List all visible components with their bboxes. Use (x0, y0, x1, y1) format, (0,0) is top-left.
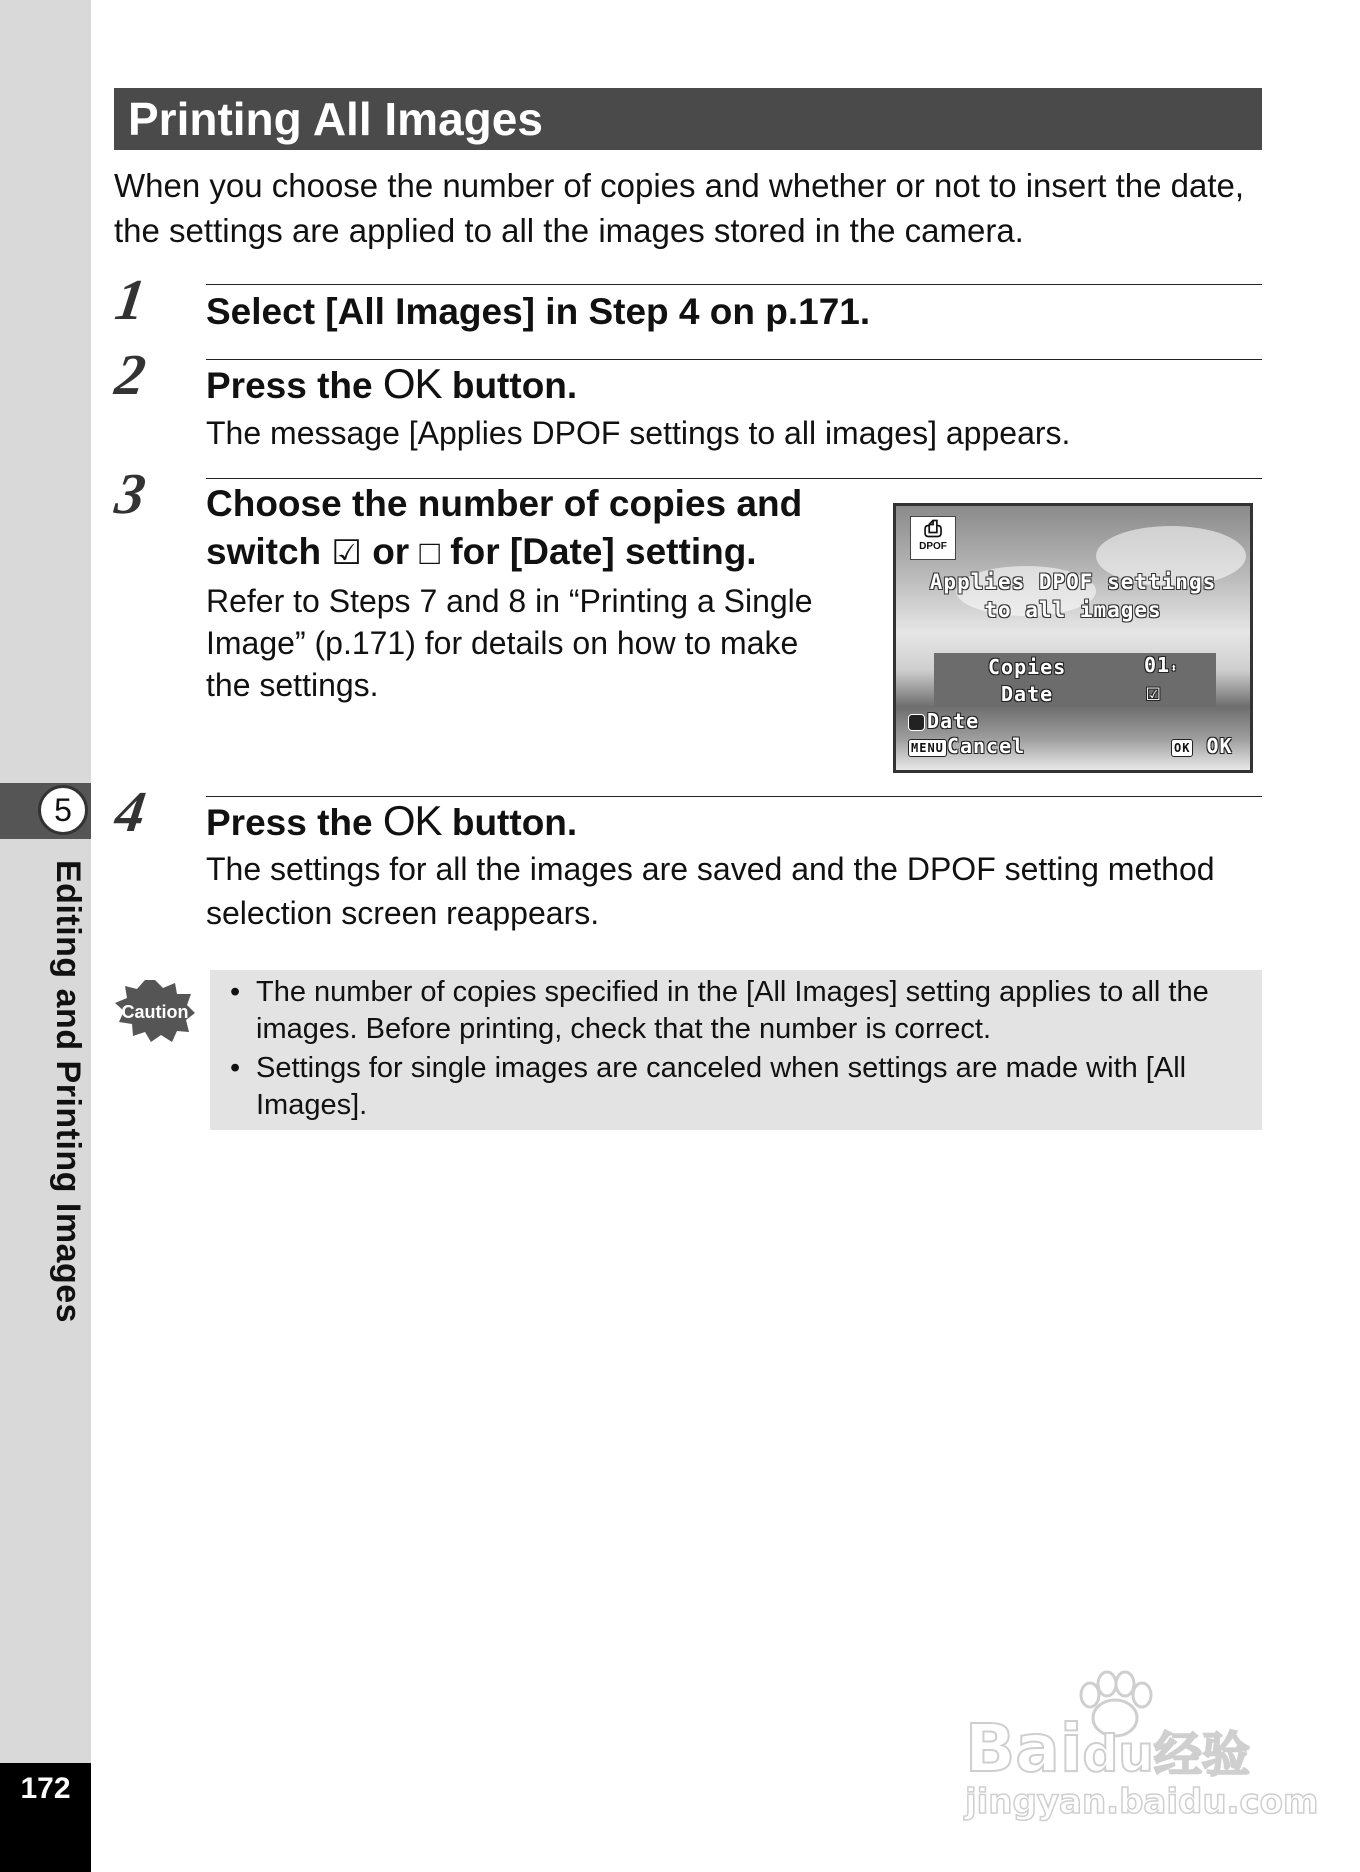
chapter-number: 5 (38, 785, 88, 835)
step-1-number: 1 (111, 267, 148, 332)
screen-date-button (908, 709, 979, 733)
printer-icon: ⎙ (924, 516, 942, 541)
step-4-body-line2: selection screen reappears. (206, 895, 600, 931)
step-2-body: The message [Applies DPOF settings to all images] appears. (206, 415, 1071, 451)
step-3-body-line3: the settings. (206, 667, 379, 703)
up-down-arrow-icon: ⬍ (1170, 661, 1179, 675)
caution-item: • Settings for single images are canceled when settings are made with [All Images]. (228, 1050, 1258, 1124)
step-1-heading: Select [All Images] in Step 4 on p.171. (206, 291, 871, 332)
checkbox-checked-icon: ☑ (331, 534, 362, 572)
menu-key-icon: MENU (908, 739, 947, 757)
dpof-icon (910, 516, 956, 560)
ok-key-icon: OK (1171, 739, 1193, 757)
dpof-icon-label: DPOF (919, 541, 947, 552)
screen-copies-value (1144, 653, 1178, 677)
step-3-or-text: or (372, 531, 410, 572)
screen-message-line2: to all images (984, 598, 1162, 622)
checkbox-empty-icon: □ (419, 534, 441, 572)
step-3-heading-line2 (206, 528, 757, 577)
camera-screen (893, 503, 1253, 773)
ok-button-icon: OK (382, 360, 442, 407)
green-button-icon (908, 714, 925, 731)
page-number: 172 (20, 1772, 71, 1805)
step-4-heading-pre: Press the (206, 802, 373, 843)
step-4-heading-post: button. (451, 802, 578, 843)
watermark-brand-bai: Bai (965, 1710, 1083, 1787)
screen-date-check-icon: ☑ (1146, 678, 1162, 706)
step-divider (206, 284, 1262, 285)
step-2-heading-pre: Press the (206, 365, 373, 406)
watermark-brand (965, 1710, 1250, 1787)
caution-icon-label: Caution (121, 1002, 189, 1022)
step-3-date-text: for [Date] setting. (450, 531, 757, 572)
step-divider (206, 478, 1262, 479)
caution-icon (115, 980, 195, 1042)
watermark-url: jingyan.baidu.com (965, 1782, 1319, 1822)
ok-button-icon: OK (382, 797, 442, 844)
step-3-body-line2: Image” (p.171) for details on how to make (206, 625, 799, 661)
screen-message-line1: Applies DPOF settings (929, 570, 1217, 594)
step-2-heading-post: button. (451, 365, 578, 406)
page-title: Printing All Images (114, 88, 1262, 150)
step-3-switch-text: switch (206, 531, 322, 572)
step-3-heading-line1: Choose the number of copies and (206, 483, 803, 524)
step-3-number: 3 (111, 461, 148, 526)
copies-value: 01 (1144, 653, 1171, 677)
intro-paragraph: When you choose the number of copies and whether or not to insert the date, the settings are applied to all the images stored in the camera. (114, 167, 1245, 249)
screen-date-label: Date (1001, 682, 1054, 706)
step-4-body-line1: The settings for all the images are saved and the DPOF setting method (206, 851, 1215, 887)
step-3-body-line1: Refer to Steps 7 and 8 in “Printing a Single (206, 583, 813, 619)
caution-list (228, 974, 1258, 1126)
step-4-heading (206, 797, 577, 847)
watermark-brand-du: du (1082, 1725, 1154, 1783)
caution-item: • The number of copies specified in the [All Images] setting applies to all the images. Before printing, check that the number is correct. (228, 974, 1258, 1048)
screen-cancel-label: Cancel (946, 734, 1026, 758)
screen-ok (1171, 734, 1233, 758)
screen-date-button-label: Date (927, 709, 980, 733)
watermark-service: 经验 (1153, 1727, 1250, 1783)
step-2-number: 2 (111, 342, 148, 407)
screen-ok-label: OK (1206, 734, 1233, 758)
baidu-watermark (965, 1670, 1319, 1822)
screen-cancel (908, 734, 1025, 758)
chapter-title: Editing and Printing Images (49, 860, 87, 1324)
step-4-number: 4 (111, 779, 148, 844)
step-2-heading (206, 360, 577, 410)
screen-copies-label: Copies (988, 655, 1067, 679)
